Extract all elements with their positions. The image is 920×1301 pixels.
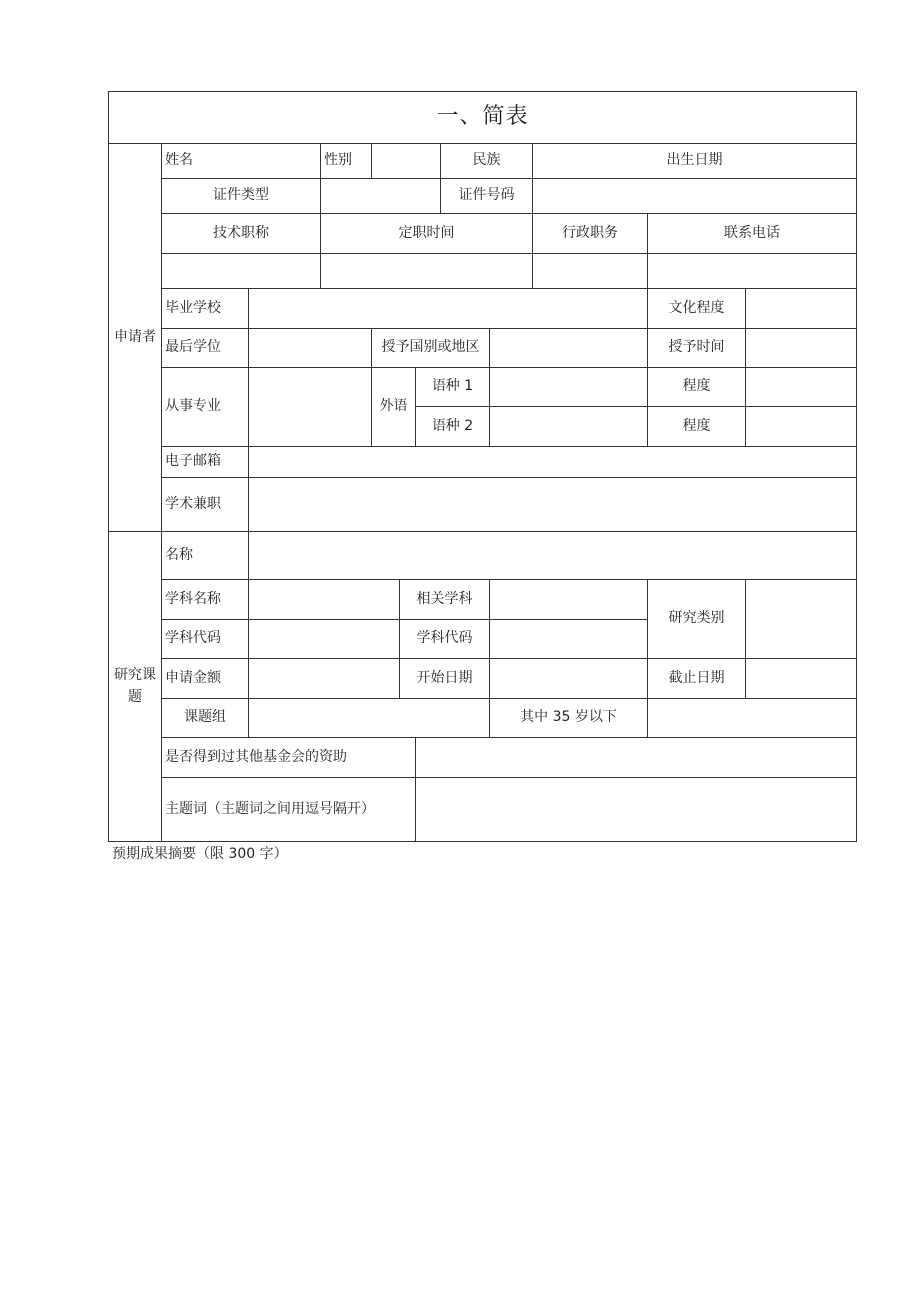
project-name-label: 名称: [162, 532, 249, 580]
phone-label: 联系电话: [648, 214, 857, 254]
under35-field[interactable]: [648, 699, 857, 738]
applicant-section-label: [109, 144, 162, 532]
keywords-field[interactable]: [416, 778, 857, 842]
last-degree-label: 最后学位: [162, 329, 249, 368]
school-label: 毕业学校: [162, 289, 249, 329]
ethnicity-label: 民族: [441, 144, 533, 179]
level2-label: 程度: [648, 407, 746, 447]
gender-label: 性别: [321, 144, 372, 179]
end-date-label: 截止日期: [648, 659, 746, 699]
major-field[interactable]: [249, 368, 372, 447]
id-number-field[interactable]: [533, 179, 857, 214]
major-label: 从事专业: [162, 368, 249, 447]
research-type-field[interactable]: [746, 580, 857, 659]
applicant-label-text: 申请者: [114, 328, 156, 345]
subject-code2-label: 学科代码: [400, 620, 490, 659]
abstract-note: 预期成果摘要（限 300 字）: [112, 846, 288, 862]
other-funding-label: 是否得到过其他基金会的资助: [162, 738, 416, 778]
education-field[interactable]: [746, 289, 857, 329]
name-label: 姓名: [162, 144, 321, 179]
lang1-field[interactable]: [490, 368, 648, 407]
project-label-text: 研究课题: [114, 666, 156, 705]
admin-post-field[interactable]: [533, 254, 648, 289]
level1-label: 程度: [648, 368, 746, 407]
id-type-label: 证件类型: [162, 179, 321, 214]
start-date-field[interactable]: [490, 659, 648, 699]
end-date-field[interactable]: [746, 659, 857, 699]
team-field[interactable]: [249, 699, 490, 738]
admin-post-label: 行政职务: [533, 214, 648, 254]
subject-code-field[interactable]: [249, 620, 400, 659]
id-type-field[interactable]: [321, 179, 441, 214]
level2-field[interactable]: [746, 407, 857, 447]
degree-country-field[interactable]: [490, 329, 648, 368]
education-label: 文化程度: [648, 289, 746, 329]
email-field[interactable]: [249, 447, 857, 478]
degree-time-field[interactable]: [746, 329, 857, 368]
lang2-field[interactable]: [490, 407, 648, 447]
academic-post-field[interactable]: [249, 478, 857, 532]
project-name-field[interactable]: [249, 532, 857, 580]
tech-title-field[interactable]: [162, 254, 321, 289]
subject-name-field[interactable]: [249, 580, 400, 620]
related-subject-field[interactable]: [490, 580, 648, 620]
title-date-field[interactable]: [321, 254, 533, 289]
level1-field[interactable]: [746, 368, 857, 407]
lang2-label: 语种 2: [416, 407, 490, 447]
subject-code-label: 学科代码: [162, 620, 249, 659]
team-label: 课题组: [162, 699, 249, 738]
project-section-label: [109, 532, 162, 842]
subject-code2-field[interactable]: [490, 620, 648, 659]
keywords-label: 主题词（主题词之间用逗号隔开）: [162, 778, 416, 842]
degree-time-label: 授予时间: [648, 329, 746, 368]
gender-field[interactable]: [372, 144, 441, 179]
phone-field[interactable]: [648, 254, 857, 289]
amount-label: 申请金额: [162, 659, 249, 699]
school-field[interactable]: [249, 289, 648, 329]
under35-label: 其中 35 岁以下: [490, 699, 648, 738]
email-label: 电子邮箱: [162, 447, 249, 478]
related-subject-label: 相关学科: [400, 580, 490, 620]
amount-field[interactable]: [249, 659, 400, 699]
tech-title-label: 技术职称: [162, 214, 321, 254]
academic-post-label: 学术兼职: [162, 478, 249, 532]
form-title: 一、简表: [109, 92, 857, 144]
brief-form-table: [108, 91, 857, 842]
id-number-label: 证件号码: [441, 179, 533, 214]
research-type-label: 研究类别: [648, 580, 746, 659]
title-date-label: 定职时间: [321, 214, 533, 254]
lang1-label: 语种 1: [416, 368, 490, 407]
foreign-lang-label: 外语: [372, 368, 416, 447]
other-funding-field[interactable]: [416, 738, 857, 778]
degree-country-label: 授予国别或地区: [372, 329, 490, 368]
start-date-label: 开始日期: [400, 659, 490, 699]
last-degree-field[interactable]: [249, 329, 372, 368]
birth-date-label: 出生日期: [533, 144, 857, 179]
subject-name-label: 学科名称: [162, 580, 249, 620]
